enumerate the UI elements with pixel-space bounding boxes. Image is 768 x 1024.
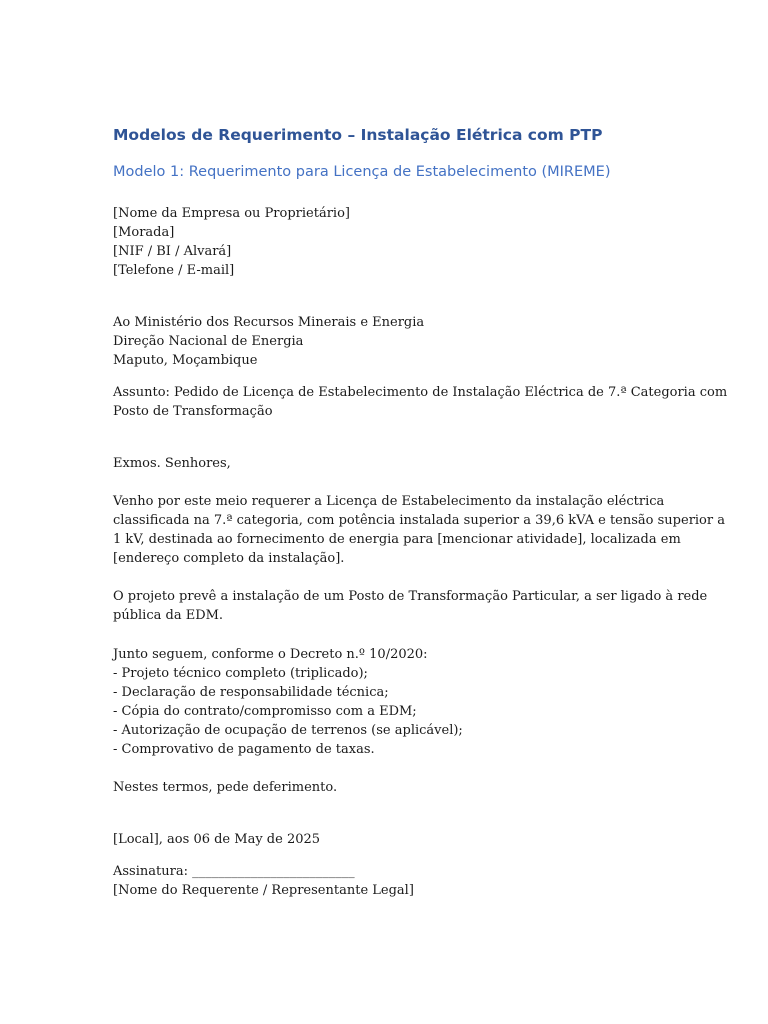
attachment-item: - Projeto técnico completo (triplicado); (113, 666, 368, 681)
paragraph-line: O projeto prevê a instalação de um Posto de Transformação Particular, a ser ligado à rede (113, 589, 708, 604)
attachment-item: - Comprovativo de pagamento de taxas. (113, 742, 375, 757)
attachment-item: - Autorização de ocupação de terrenos (se aplicável); (113, 723, 463, 738)
paragraph-line: 1 kV, destinada ao fornecimento de energia para [mencionar atividade], localizada em (113, 532, 681, 547)
paragraph-line: Venho por este meio requerer a Licença de Estabelecimento da instalação eléctrica (113, 494, 665, 509)
sender-line: [Morada] (113, 225, 175, 240)
paragraph-line: [endereço completo da instalação]. (113, 551, 345, 566)
recipient-line: Direção Nacional de Energia (113, 334, 304, 349)
signature-line: Assinatura: _________________________ (113, 864, 355, 879)
attachment-item: - Declaração de responsabilidade técnica; (113, 685, 389, 700)
signature-block (113, 862, 673, 900)
attachments-intro: Junto seguem, conforme o Decreto n.º 10/2020: (113, 647, 428, 662)
closing: Nestes termos, pede deferimento. (113, 780, 338, 795)
body-paragraph-2 (113, 587, 708, 625)
subject-line: Posto de Transformação (113, 404, 273, 419)
sender-line: [NIF / BI / Alvará] (113, 244, 232, 259)
attachments-block (113, 645, 673, 759)
body-paragraph-1 (113, 492, 725, 568)
place-date: [Local], aos 06 de May de 2025 (113, 832, 321, 847)
attachment-item: - Cópia do contrato/compromisso com a EDM; (113, 704, 417, 719)
recipient-line: Ao Ministério dos Recursos Minerais e Energia (113, 315, 425, 330)
subject-line: Assunto: Pedido de Licença de Estabelecimento de Instalação Eléctrica de 7.ª Categoria com (113, 385, 728, 400)
document-subtitle: Modelo 1: Requerimento para Licença de Estabelecimento (MIREME) (113, 164, 611, 180)
recipient-line: Maputo, Moçambique (113, 353, 258, 368)
recipient-block (113, 313, 673, 370)
sender-block (113, 204, 673, 280)
sender-line: [Nome da Empresa ou Proprietário] (113, 206, 350, 221)
document-title: Modelos de Requerimento – Instalação Elétrica com PTP (113, 126, 603, 144)
paragraph-line: pública da EDM. (113, 608, 224, 623)
subject-block (113, 383, 728, 421)
sender-line: [Telefone / E-mail] (113, 263, 235, 278)
paragraph-line: classificada na 7.ª categoria, com potência instalada superior a 39,6 kVA e tensão superior a (113, 513, 725, 528)
salutation: Exmos. Senhores, (113, 456, 231, 471)
signer-name: [Nome do Requerente / Representante Legal] (113, 883, 414, 898)
